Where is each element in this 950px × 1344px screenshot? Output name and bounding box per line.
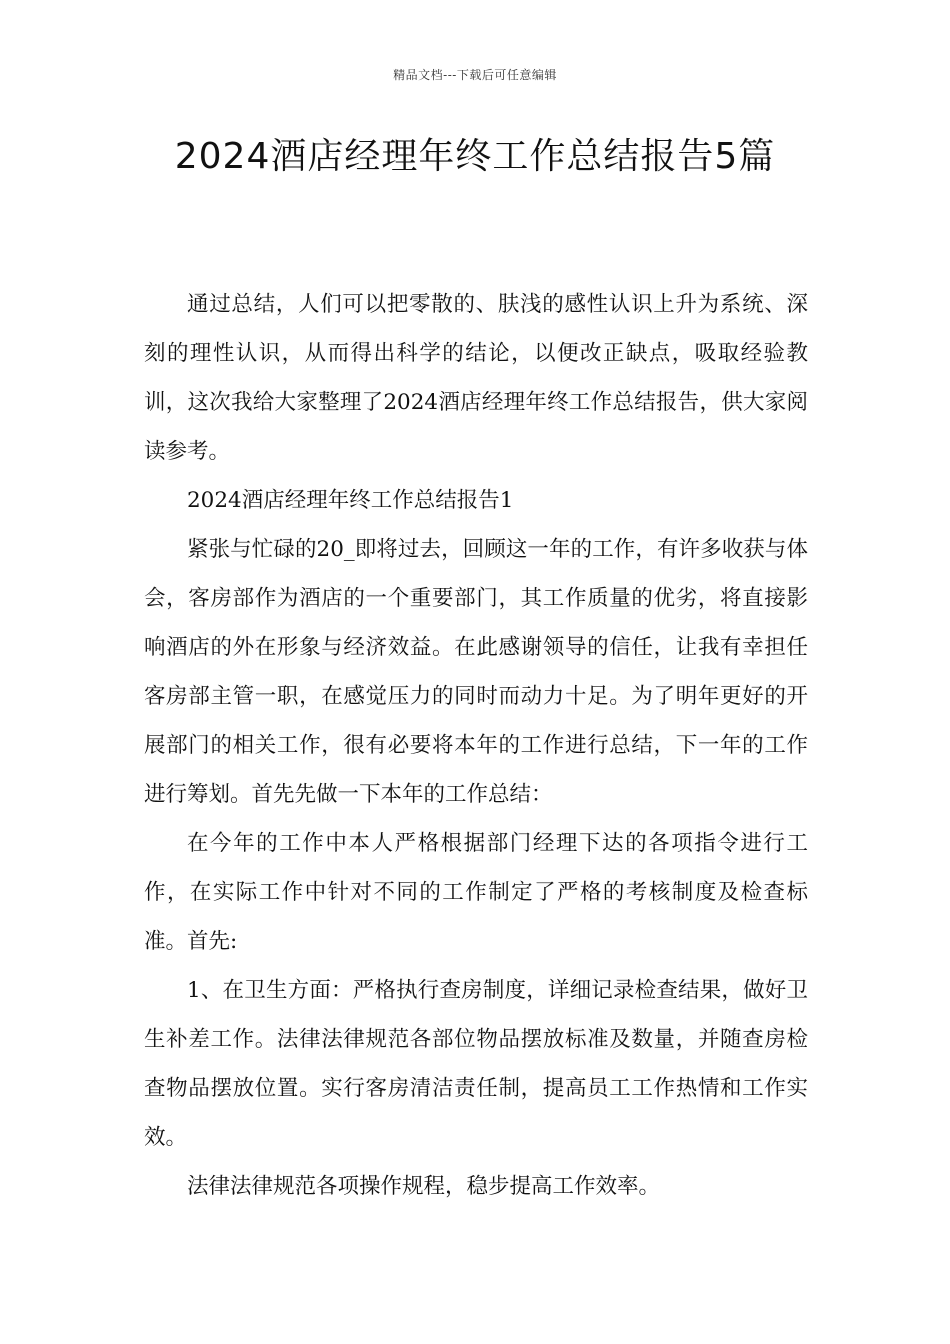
document-body (144, 280, 808, 1211)
body-paragraph: 法律法律规范各项操作规程，稳步提高工作效率。 (187, 1174, 661, 1199)
document-title: 2024酒店经理年终工作总结报告5篇 (174, 136, 776, 177)
intro-paragraph: 通过总结，人们可以把零散的、肤浅的感性认识上升为系统、深刻的理性认识，从而得出科学的结论，以便改正缺点，吸取经验教训，这次我给大家整理了2024酒店经理年终工作总结报告，供大家阅读参考。 (144, 292, 808, 464)
body-paragraph: 在今年的工作中本人严格根据部门经理下达的各项指令进行工作，在实际工作中针对不同的工作制定了严格的考核制度及检查标准。首先: (144, 831, 808, 954)
body-paragraph: 紧张与忙碌的20_即将过去，回顾这一年的工作，有许多收获与体会，客房部作为酒店的一个重要部门，其工作质量的优劣，将直接影响酒店的外在形象与经济效益。在此感谢领导的信任，让我有幸担任客房部主管一职，在感觉压力的同时而动力十足。为了明年更好的开展部门的相关工作，很有必要将本年的工作进行总结，下一年的工作进行筹划。首先先做一下本年的工作总结： (144, 537, 808, 807)
section-heading: 2024酒店经理年终工作总结报告1 (187, 488, 514, 513)
body-paragraph: 1、在卫生方面：严格执行查房制度，详细记录检查结果，做好卫生补差工作。法律法律规范各部位物品摆放标准及数量，并随查房检查物品摆放位置。实行客房清洁责任制，提高员工工作热情和工作实效。 (144, 978, 808, 1150)
header-note: 精品文档---下载后可任意编辑 (393, 68, 557, 82)
